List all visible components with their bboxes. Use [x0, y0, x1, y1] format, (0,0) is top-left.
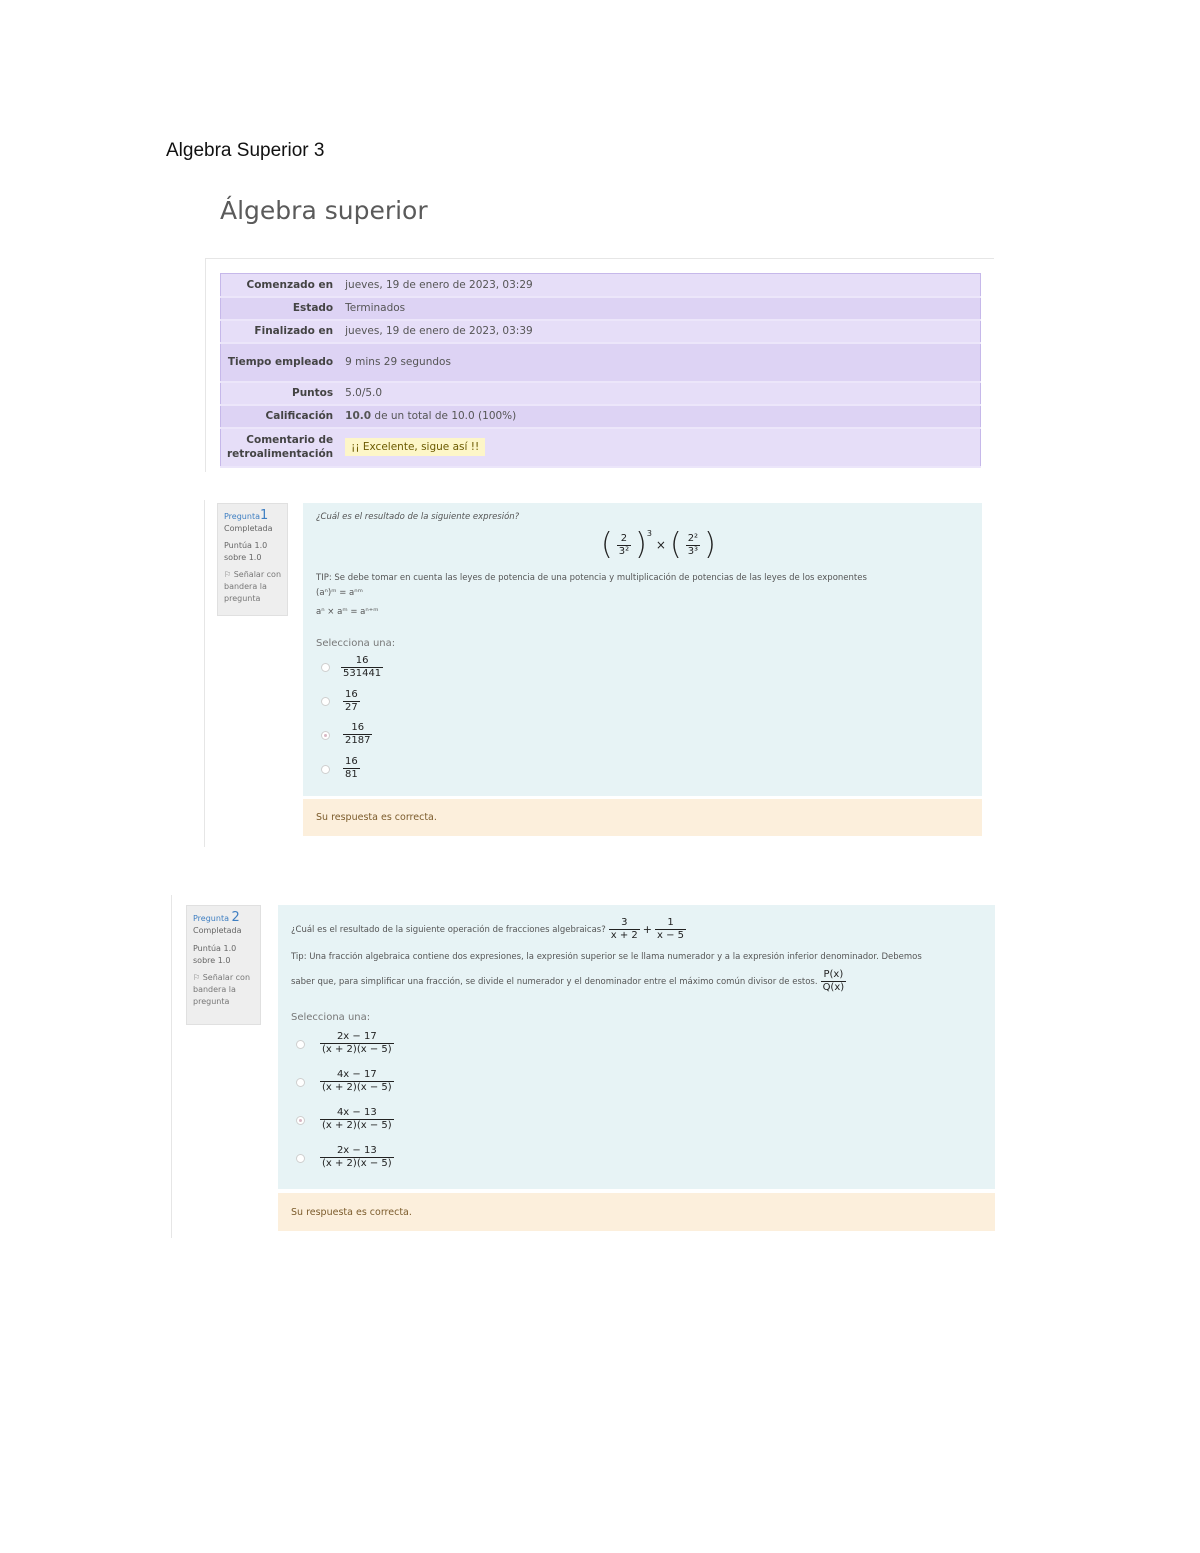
- summary-label: Comenzado en: [221, 274, 340, 297]
- select-one-label: Selecciona una:: [291, 1012, 371, 1023]
- option-radio[interactable]: [296, 1154, 305, 1163]
- summary-row-finished: [221, 320, 981, 343]
- question-number: Pregunta 2: [193, 910, 240, 925]
- summary-label: Puntos: [221, 382, 340, 405]
- option-radio[interactable]: [296, 1078, 305, 1087]
- summary-value: [339, 428, 980, 467]
- summary-label: Estado: [221, 297, 340, 320]
- summary-value: [339, 405, 980, 428]
- question-status: Completada: [224, 524, 273, 533]
- summary-label: Comentario de retroalimentación: [221, 428, 340, 467]
- summary-value: jueves, 19 de enero de 2023, 03:29: [339, 274, 980, 297]
- summary-row-points: [221, 382, 981, 405]
- exponent-law-product: aⁿ × aᵐ = aⁿ⁺ᵐ: [316, 607, 379, 617]
- tip-fraction: $\frac{P(x)}{Q(x)}$: [822, 969, 845, 993]
- summary-label: Finalizado en: [221, 320, 340, 343]
- option-3-answer[interactable]: $\frac{4x - 13}{(x + 2)(x - 5)}$: [322, 1107, 392, 1131]
- question-score: Puntúa 1.0 sobre 1.0: [193, 944, 237, 965]
- question-1-info-panel: [217, 503, 288, 616]
- flag-icon: ⚐: [193, 973, 201, 982]
- summary-row-state: [221, 297, 981, 320]
- option-radio-selected[interactable]: [296, 1116, 305, 1125]
- quiz-heading: Álgebra superior: [220, 196, 428, 225]
- overall-feedback-badge: ¡¡ Excelente, sigue así !!: [345, 438, 485, 456]
- option-radio[interactable]: [321, 663, 330, 672]
- question-2-info-panel: [186, 905, 261, 1025]
- question-status: Completada: [193, 926, 242, 935]
- fraction-term-a: $\frac{3}{x + 2}$: [610, 917, 638, 941]
- question-2-feedback: Su respuesta es correcta.: [278, 1193, 995, 1231]
- option-radio-selected[interactable]: [321, 731, 330, 740]
- summary-value: 5.0/5.0: [339, 382, 980, 405]
- question-prompt-row: ¿Cuál es el resultado de la siguiente operación de fracciones algebraicas? $\frac{3}{x + 2}$ + $\frac{1}{x - 5}$: [291, 917, 685, 941]
- summary-value: jueves, 19 de enero de 2023, 03:39: [339, 320, 980, 343]
- question-1-content: [303, 503, 982, 796]
- flag-icon: ⚐: [224, 570, 232, 579]
- summary-row-feedback: [221, 428, 981, 467]
- question-2-border: [171, 895, 173, 1238]
- exponent-law-power: (aⁿ)ᵐ = aⁿᵐ: [316, 588, 363, 598]
- summary-row-time: [221, 343, 981, 382]
- question-tip-line-2: saber que, para simplificar una fracción, se divide el numerador y el denominador entre el máximo común divisor de estos. $\frac{P(x)}{Q(x)}$: [291, 969, 845, 993]
- summary-value: 9 mins 29 segundos: [339, 343, 980, 382]
- grade-total: de un total de 10.0 (100%): [374, 410, 517, 422]
- document-title: Algebra Superior 3: [166, 140, 325, 161]
- flag-question-link[interactable]: ⚐ Señalar con bandera la pregunta: [193, 973, 251, 1006]
- question-prompt: ¿Cuál es el resultado de la siguiente operación de fracciones algebraicas?: [291, 924, 606, 935]
- option-4-answer[interactable]: $\frac{2x - 13}{(x + 2)(x - 5)}$: [322, 1145, 392, 1169]
- select-one-label: Selecciona una:: [316, 638, 396, 649]
- option-1-answer[interactable]: $\frac{16}{531441}$: [343, 655, 382, 679]
- question-expression: ( $\frac{2}{\text{3²}}$ ) $^3$ × ( $\frac{\text{2²}}{\text{3³}}$ ): [601, 527, 716, 562]
- summary-value: Terminados: [339, 297, 980, 320]
- fraction-term-b: $\frac{1}{x - 5}$: [657, 917, 685, 941]
- option-1-answer[interactable]: $\frac{2x - 17}{(x + 2)(x - 5)}$: [322, 1031, 392, 1055]
- question-score: Puntúa 1.0 sobre 1.0: [224, 541, 268, 562]
- summary-row-grade: [221, 405, 981, 428]
- attempt-summary-table: [220, 273, 981, 468]
- option-4-answer[interactable]: $\frac{16}{81}$: [345, 756, 358, 780]
- flag-question-link[interactable]: ⚐ Señalar con bandera la pregunta: [224, 570, 282, 603]
- question-number: Pregunta1: [224, 508, 269, 523]
- grade-score: 10.0: [345, 410, 372, 422]
- summary-row-started: [221, 274, 981, 297]
- option-radio[interactable]: [321, 765, 330, 774]
- option-2-answer[interactable]: $\frac{16}{27}$: [345, 689, 358, 713]
- question-prompt: ¿Cuál es el resultado de la siguiente expresión?: [316, 512, 520, 522]
- summary-label: Calificación: [221, 405, 340, 428]
- option-2-answer[interactable]: $\frac{4x - 17}{(x + 2)(x - 5)}$: [322, 1069, 392, 1093]
- question-tip: TIP: Se debe tomar en cuenta las leyes de potencia de una potencia y multiplicación de potencias de las leyes de los exponentes: [316, 573, 867, 583]
- option-3-answer[interactable]: $\frac{16}{2187}$: [345, 722, 371, 746]
- question-1-feedback: Su respuesta es correcta.: [303, 799, 982, 836]
- summary-label: Tiempo empleado: [221, 343, 340, 382]
- question-2-content: [278, 905, 995, 1189]
- option-radio[interactable]: [296, 1040, 305, 1049]
- question-1-border: [204, 500, 206, 847]
- question-tip-line-1: Tip: Una fracción algebraica contiene dos expresiones, la expresión superior se le llama numerador y a la expresión inferior denominador. Debemos: [291, 952, 922, 962]
- option-radio[interactable]: [321, 697, 330, 706]
